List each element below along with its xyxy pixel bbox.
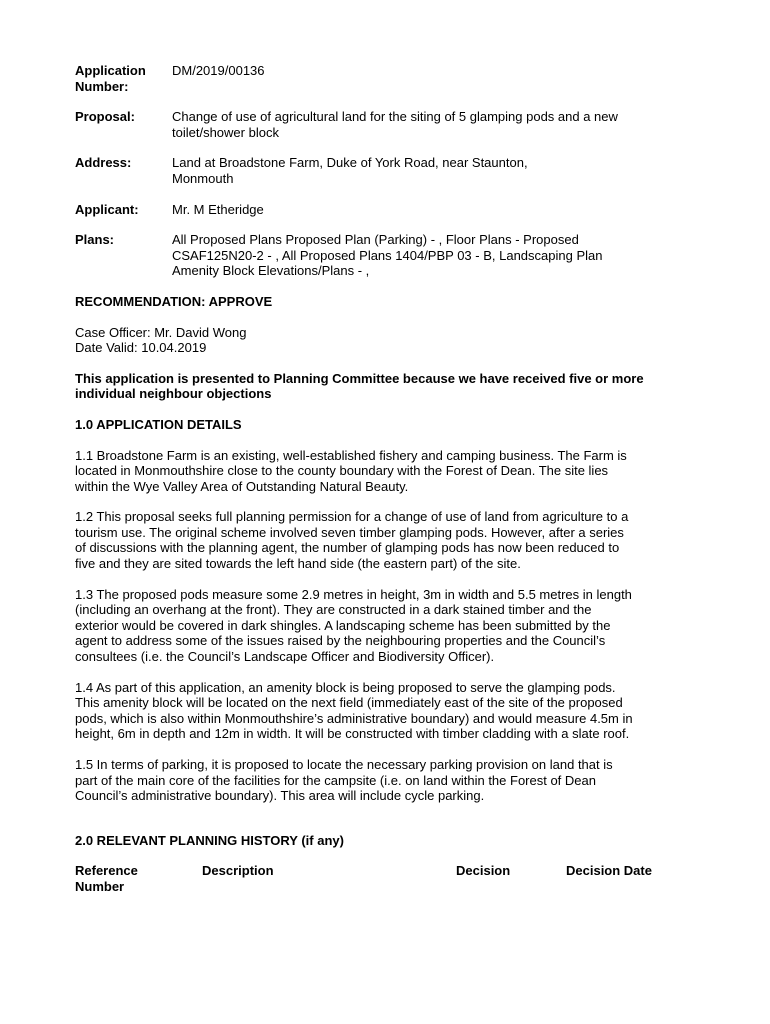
label-line: Applicant: bbox=[75, 201, 139, 217]
field-proposal bbox=[75, 109, 695, 140]
reason-line: individual neighbour objections bbox=[75, 386, 272, 402]
value-line: All Proposed Plans Proposed Plan (Parking) - , Floor Plans - Proposed bbox=[172, 232, 579, 248]
reason-line: This application is presented to Planning Committee because we have received five or more bbox=[75, 370, 644, 386]
value-line: Mr. M Etheridge bbox=[172, 201, 264, 217]
section-heading-application-details: 1.0 APPLICATION DETAILS bbox=[75, 416, 242, 432]
column-header-decision: Decision bbox=[456, 863, 511, 879]
column-header-decision-date: Decision Date bbox=[566, 863, 652, 879]
field-applicant bbox=[75, 202, 695, 218]
paragraph-line: pods, which is also within Monmouthshire’s administrative boundary) and would measure 4.5m in bbox=[75, 710, 633, 726]
field-value bbox=[172, 202, 695, 218]
paragraph-line: This amenity block will be located on the next field (immediately east of the site of the proposed bbox=[75, 695, 623, 711]
case-meta bbox=[75, 325, 695, 356]
paragraph-line: 1.1 Broadstone Farm is an existing, well-established fishery and camping business. The Farm is bbox=[75, 447, 627, 463]
paragraph-line: 1.5 In terms of parking, it is proposed to locate the necessary parking provision on land that is bbox=[75, 757, 613, 772]
label-line: Number: bbox=[75, 78, 129, 94]
header-line: Number bbox=[75, 878, 125, 894]
value-line: toilet/shower block bbox=[172, 124, 279, 140]
label-line: Proposal: bbox=[75, 109, 135, 125]
field-value bbox=[172, 63, 695, 94]
header-line: Reference bbox=[75, 863, 138, 879]
recommendation-heading: RECOMMENDATION: APPROVE bbox=[75, 293, 273, 309]
value-line: Change of use of agricultural land for the siting of 5 glamping pods and a new bbox=[172, 109, 618, 125]
paragraph-line: height, 6m in depth and 12m in width. It will be constructed with timber cladding with a slate roof. bbox=[75, 726, 630, 742]
paragraph-line: (including an overhang at the front). They are constructed in a dark stained timber and the bbox=[75, 602, 592, 618]
label-line: Address: bbox=[75, 155, 132, 171]
field-value bbox=[172, 232, 695, 279]
paragraph-line: 1.2 This proposal seeks full planning permission for a change of use of land from agriculture to a bbox=[75, 509, 629, 525]
paragraph-line: within the Wye Valley Area of Outstanding Natural Beauty. bbox=[75, 478, 409, 494]
label-line: Application bbox=[75, 63, 146, 78]
planning-history-table-header bbox=[75, 863, 695, 894]
column-header-description: Description bbox=[202, 863, 274, 879]
field-label bbox=[75, 155, 172, 186]
field-label bbox=[75, 232, 172, 279]
paragraph-line: consultees (i.e. the Council’s Landscape Officer and Biodiversity Officer). bbox=[75, 649, 495, 665]
column-header-reference-number bbox=[75, 863, 202, 894]
field-label bbox=[75, 63, 172, 94]
section-heading-planning-history: 2.0 RELEVANT PLANNING HISTORY (if any) bbox=[75, 832, 344, 848]
paragraph-1-4 bbox=[75, 680, 695, 742]
paragraph-line: part of the main core of the facilities for the campsite (i.e. on land within the Forest of Dean bbox=[75, 772, 596, 788]
field-plans bbox=[75, 232, 695, 279]
paragraph-line: exterior would be covered in dark shingles. A landscaping scheme has been submitted by the bbox=[75, 617, 611, 633]
paragraph-line: tourism use. The original scheme involved seven timber glamping pods. However, after a series bbox=[75, 524, 624, 540]
paragraph-line: of discussions with the planning agent, the number of glamping pods has now been reduced to bbox=[75, 540, 620, 556]
field-address bbox=[75, 155, 695, 186]
value-line: CSAF125N20-2 - , All Proposed Plans 1404/PBP 03 - B, Landscaping Plan bbox=[172, 247, 603, 263]
value-line: DM/2019/00136 bbox=[172, 63, 265, 78]
paragraph-1-3 bbox=[75, 587, 695, 665]
planning-report-page bbox=[75, 63, 695, 895]
value-line: Amenity Block Elevations/Plans - , bbox=[172, 263, 370, 279]
field-label bbox=[75, 109, 172, 140]
case-officer: Case Officer: Mr. David Wong bbox=[75, 324, 247, 340]
field-value bbox=[172, 109, 695, 140]
paragraph-1-5 bbox=[75, 757, 695, 804]
paragraph-line: located in Monmouthshire close to the county boundary with the Forest of Dean. The site lies bbox=[75, 463, 609, 479]
paragraph-line: agent to address some of the issues raised by the neighbouring properties and the Council’s bbox=[75, 633, 606, 649]
paragraph-line: 1.4 As part of this application, an amenity block is being proposed to serve the glamping pods. bbox=[75, 679, 616, 695]
paragraph-line: five and they are sited towards the left hand side (the eastern part) of the site. bbox=[75, 556, 521, 572]
paragraph-1-2 bbox=[75, 509, 695, 571]
value-line: Land at Broadstone Farm, Duke of York Road, near Staunton, bbox=[172, 155, 528, 171]
field-value bbox=[172, 155, 695, 186]
value-line: Monmouth bbox=[172, 170, 234, 186]
field-application-number bbox=[75, 63, 695, 94]
date-valid: Date Valid: 10.04.2019 bbox=[75, 340, 207, 356]
paragraph-line: 1.3 The proposed pods measure some 2.9 metres in height, 3m in width and 5.5 metres in length bbox=[75, 586, 632, 602]
paragraph-line: Council’s administrative boundary). This area will include cycle parking. bbox=[75, 788, 485, 804]
label-line: Plans: bbox=[75, 232, 115, 248]
paragraph-1-1 bbox=[75, 448, 695, 495]
field-label bbox=[75, 202, 172, 218]
committee-reason bbox=[75, 371, 695, 402]
